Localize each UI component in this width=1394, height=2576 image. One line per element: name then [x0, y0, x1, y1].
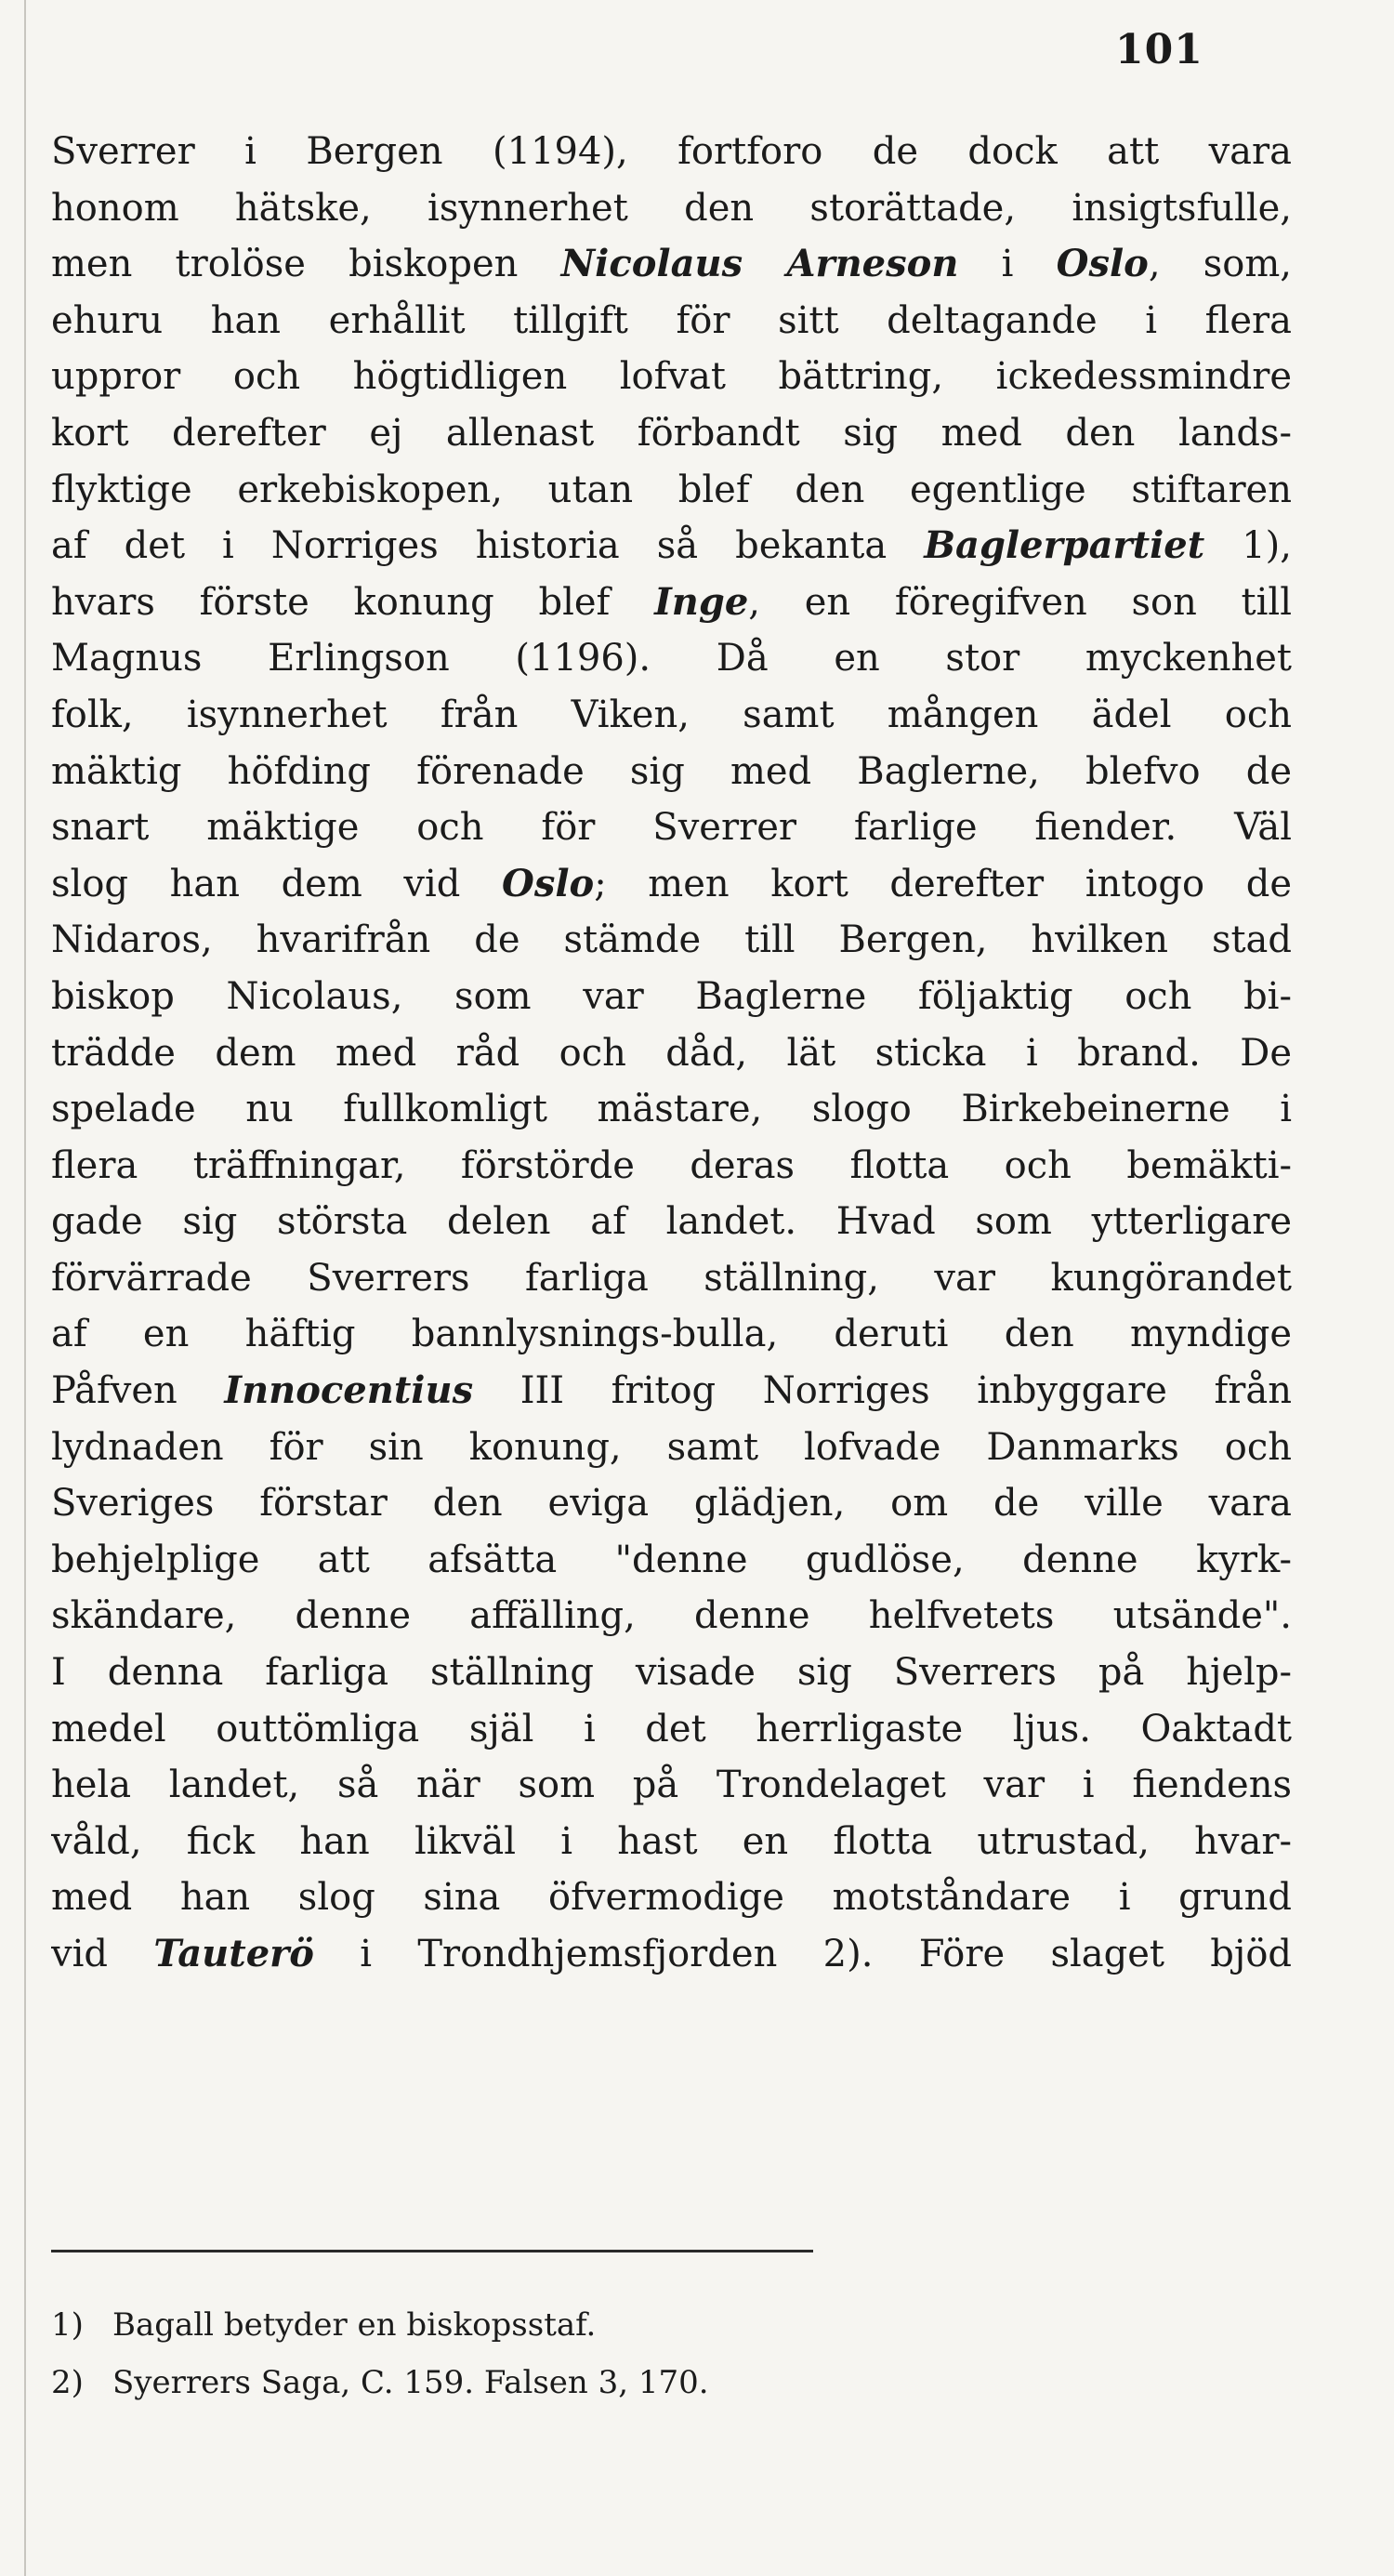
- text-line: [51, 1475, 1292, 1532]
- text-line: [51, 1588, 1292, 1645]
- text-line: [51, 1757, 1292, 1814]
- text-segment: förvärrade Sverrers farliga ställning, var kungörandet: [51, 1256, 1292, 1300]
- body-text: [51, 124, 1292, 1983]
- text-line: [51, 1926, 1292, 1983]
- footnote-1: [51, 2296, 980, 2354]
- emphasized-name: Nicolaus Arneson: [560, 242, 959, 286]
- text-line: [51, 969, 1292, 1025]
- text-line: [51, 462, 1292, 519]
- text-line: [51, 1869, 1292, 1926]
- text-segment: Sverrer i Bergen (1194), fortforo de dock att vara: [51, 130, 1292, 173]
- text-line: [51, 912, 1292, 969]
- text-segment: snart mäktige och för Sverrer farlige fiender. Väl: [51, 806, 1292, 850]
- text-line: [51, 687, 1292, 744]
- emphasized-name: Innocentius: [224, 1368, 474, 1413]
- text-segment: ; men kort derefter intogo de: [594, 862, 1292, 905]
- text-segment: behjelplige att afsätta "denne gudlöse, denne kyrk-: [51, 1538, 1292, 1581]
- footnote-separator: [51, 2250, 813, 2252]
- text-segment: slog han dem vid: [51, 862, 502, 905]
- text-line: [51, 405, 1292, 462]
- text-segment: i Trondhjemsfjorden 2). Före slaget bjöd: [313, 1933, 1292, 1975]
- text-line: [51, 293, 1292, 350]
- text-line: [51, 1081, 1292, 1138]
- text-segment: , en föregifven son till: [748, 580, 1292, 624]
- footnote-number: 1): [51, 2306, 84, 2344]
- text-segment: lydnaden för sin konung, samt lofvade Danmarks och: [51, 1425, 1292, 1469]
- text-segment: mäktig höfding förenade sig med Baglerne, blefvo de: [51, 749, 1292, 793]
- page-number: 101: [1115, 26, 1203, 73]
- text-line: [51, 1532, 1292, 1589]
- text-line: [51, 744, 1292, 800]
- footnote-number: 2): [51, 2364, 84, 2401]
- page-binding-edge: [24, 0, 26, 2576]
- text-segment: skändare, denne affälling, denne helfvetets utsände".: [51, 1594, 1292, 1638]
- text-segment: af en häftig bannlysnings-bulla, deruti den myndige: [51, 1313, 1292, 1356]
- text-line: [51, 630, 1292, 687]
- emphasized-name: Oslo: [1056, 242, 1149, 286]
- text-segment: Magnus Erlingson (1196). Då en stor myckenhet: [51, 637, 1292, 680]
- text-segment: kort derefter ej allenast förbandt sig med den lands-: [51, 411, 1292, 455]
- emphasized-name: Oslo: [501, 861, 595, 905]
- emphasized-name: Tauterö: [153, 1932, 314, 1975]
- footnotes: [51, 2296, 980, 2411]
- emphasized-name: Inge: [654, 579, 749, 624]
- text-line: [51, 856, 1292, 913]
- text-segment: , som,: [1148, 243, 1292, 286]
- text-line: [51, 575, 1292, 631]
- text-segment: uppror och högtidligen lofvat bättring, ickedessmindre: [51, 355, 1292, 399]
- text-segment: medel outtömliga själ i det herrligaste ljus. Oaktadt: [51, 1707, 1292, 1750]
- text-segment: I denna farliga ställning visade sig Sverrers på hjelp-: [51, 1651, 1292, 1695]
- text-line: [51, 1250, 1292, 1307]
- text-segment: i: [958, 243, 1057, 286]
- emphasized-name: Baglerpartiet: [924, 523, 1205, 568]
- text-segment: 1),: [1204, 524, 1292, 568]
- text-segment: biskop Nicolaus, som var Baglerne följaktig och bi-: [51, 974, 1292, 1018]
- text-line: [51, 1363, 1292, 1420]
- footnote-text: Syerrers Saga, C. 159. Falsen 3, 170.: [112, 2364, 709, 2401]
- text-segment: hvars förste konung blef: [51, 580, 655, 624]
- text-segment: Nidaros, hvarifrån de stämde till Bergen, hvilken stad: [51, 918, 1292, 962]
- text-segment: folk, isynnerhet från Viken, samt mången ädel och: [51, 693, 1292, 736]
- text-segment: gade sig största delen af landet. Hvad som ytterligare: [51, 1200, 1292, 1244]
- text-line: [51, 1138, 1292, 1195]
- footnote-text: Bagall betyder en biskopsstaf.: [112, 2306, 597, 2344]
- text-segment: trädde dem med råd och dåd, lät sticka i brand. De: [51, 1031, 1292, 1075]
- text-segment: vid: [51, 1933, 154, 1975]
- text-segment: hela landet, så när som på Trondelaget var i fiendens: [51, 1764, 1292, 1807]
- text-line: [51, 518, 1292, 575]
- text-segment: spelade nu fullkomligt mästare, slogo Birkebeinerne i: [51, 1088, 1292, 1131]
- text-segment: III fritog Norriges inbyggare från: [473, 1369, 1292, 1413]
- text-segment: med han slog sina öfvermodige motståndare i grund: [51, 1876, 1292, 1920]
- text-line: [51, 1814, 1292, 1870]
- text-segment: men trolöse biskopen: [51, 243, 561, 286]
- text-segment: flyktige erkebiskopen, utan blef den egentlige stiftaren: [51, 468, 1292, 511]
- text-line: [51, 799, 1292, 856]
- text-segment: flera träffningar, förstörde deras flotta och bemäkti-: [51, 1143, 1292, 1187]
- text-segment: Sveriges förstar den eviga glädjen, om de ville vara: [51, 1482, 1292, 1526]
- text-line: [51, 236, 1292, 293]
- text-line: [51, 1645, 1292, 1701]
- text-line: [51, 349, 1292, 405]
- text-line: [51, 1701, 1292, 1758]
- text-segment: honom hätske, isynnerhet den storättade, insigtsfulle,: [51, 186, 1292, 230]
- text-line: [51, 1306, 1292, 1363]
- text-line: [51, 1194, 1292, 1250]
- text-segment: ehuru han erhållit tillgift för sitt deltagande i flera: [51, 298, 1292, 342]
- text-segment: Påfven: [51, 1369, 225, 1413]
- text-line: [51, 124, 1292, 180]
- text-segment: våld, fick han likväl i hast en flotta utrustad, hvar-: [51, 1819, 1292, 1863]
- text-segment: af det i Norriges historia så bekanta: [51, 524, 925, 568]
- text-line: [51, 1420, 1292, 1476]
- text-line: [51, 1025, 1292, 1082]
- footnote-2: [51, 2354, 980, 2411]
- text-line: [51, 180, 1292, 237]
